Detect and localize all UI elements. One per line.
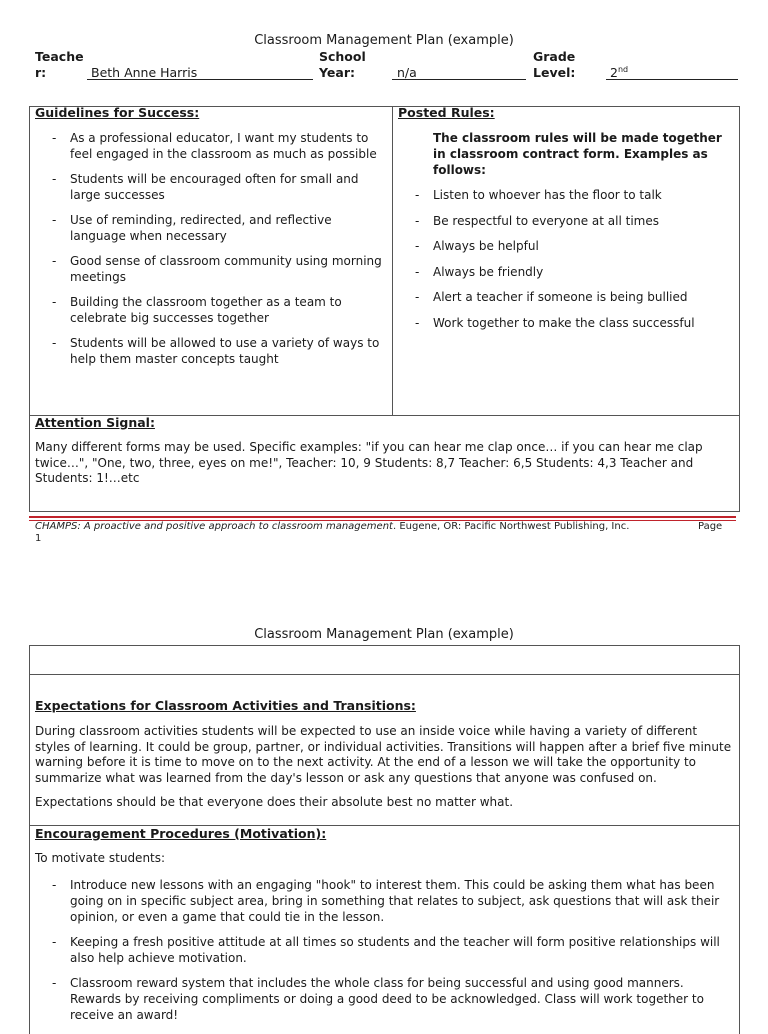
list-item: - Listen to whoever has the floor to talk xyxy=(396,187,736,203)
teacher-label-top: Teache xyxy=(35,49,84,64)
list-item: - Always be helpful xyxy=(396,238,736,254)
list-item: - Classroom reward system that includes the whole class for being successful and using good manners. Rewards by receiving compliments or doing a good deed to be acknowledged. Class will work together to receive an award! xyxy=(35,975,738,1023)
footer-rule-top xyxy=(29,516,736,518)
list-item: - Alert a teacher if someone is being bullied xyxy=(396,289,736,305)
expectations-summary: Expectations should be that everyone does their absolute best no matter what. xyxy=(35,795,514,809)
posted-rules-list xyxy=(396,187,736,340)
list-item: - Use of reminding, redirected, and reflective language when necessary xyxy=(35,212,387,244)
school-label-bottom: Year: xyxy=(319,65,355,80)
teacher-label-bottom: r: xyxy=(35,65,47,80)
school-year-value: n/a xyxy=(397,65,417,80)
grade-label-top: Grade xyxy=(533,49,576,64)
grade-level-value: 2 xyxy=(610,65,618,80)
list-item: - Introduce new lessons with an engaging "hook" to interest them. This could be asking them what has been going on in specific subject area, bring in something that relates to subject, ask questions that will ask their opinion, or even a game that could tie in the lesson. xyxy=(35,877,738,925)
page-number: 1 xyxy=(35,533,42,544)
attention-text: Many different forms may be used. Specific examples: "if you can hear me clap once… if you can hear me clap twice…", "One, two, three, eyes on me!", Teacher: 10, 9 Students: 8,7 Teacher: 6,5 Students: 4,3 Teacher and Students: 1!…etc xyxy=(35,440,703,485)
list-item: - Be respectful to everyone at all times xyxy=(396,213,736,229)
page-title: Classroom Management Plan (example) xyxy=(254,627,514,642)
teacher-field xyxy=(87,65,313,80)
school-year-field xyxy=(392,65,526,80)
grade-level-suffix: nd xyxy=(617,64,629,74)
list-item: - Always be friendly xyxy=(396,264,736,280)
grade-level-field xyxy=(606,65,738,80)
guidelines-list xyxy=(35,130,387,376)
school-label-top: School xyxy=(319,49,366,64)
posted-rules-title: Posted Rules: xyxy=(398,105,495,120)
attention-title: Attention Signal: xyxy=(35,415,155,430)
page-title: Classroom Management Plan (example) xyxy=(254,33,514,48)
posted-rules-intro: The classroom rules will be made together in classroom contract form. Examples as follows: xyxy=(433,131,722,177)
list-item: - As a professional educator, I want my students to feel engaged in the classroom as much as possible xyxy=(35,130,387,162)
teacher-value: Beth Anne Harris xyxy=(91,65,198,80)
citation-title: CHAMPS: A proactive and positive approach to classroom management xyxy=(35,521,393,532)
grade-label-bottom: Level: xyxy=(533,65,576,80)
encouragement-title: Encouragement Procedures (Motivation): xyxy=(35,826,327,841)
expectations-paragraph: During classroom activities students will be expected to use an inside voice while having a variety of different styles of learning. It could be group, partner, or individual activities. Transitions will happen after a brief five minute warning before it is time to move on to the next activity. At the end of a lesson we will take the opportunity to summarize what was learned from the day's lesson or ask any questions that anyone was confused on. xyxy=(35,724,732,785)
list-item: - Good sense of classroom community using morning meetings xyxy=(35,253,387,285)
page-label: Page xyxy=(698,521,723,532)
list-item: - Work together to make the class successful xyxy=(396,315,736,331)
column-divider xyxy=(392,106,393,416)
empty-header-row xyxy=(29,645,740,675)
footer-citation xyxy=(35,521,735,533)
expectations-title: Expectations for Classroom Activities and Transitions: xyxy=(35,698,416,713)
list-item: - Building the classroom together as a team to celebrate big successes together xyxy=(35,294,387,326)
list-item: - Students will be encouraged often for small and large successes xyxy=(35,171,387,203)
encouragement-intro: To motivate students: xyxy=(35,851,166,865)
citation-publisher: . Eugene, OR: Pacific Northwest Publishing, Inc. xyxy=(392,521,630,532)
guidelines-title: Guidelines for Success: xyxy=(35,105,200,120)
list-item: - Students will be allowed to use a variety of ways to help them master concepts taught xyxy=(35,335,387,367)
list-item: - Keeping a fresh positive attitude at all times so students and the teacher will form positive relationships will also help achieve motivation. xyxy=(35,934,738,966)
encouragement-list xyxy=(35,877,738,1032)
